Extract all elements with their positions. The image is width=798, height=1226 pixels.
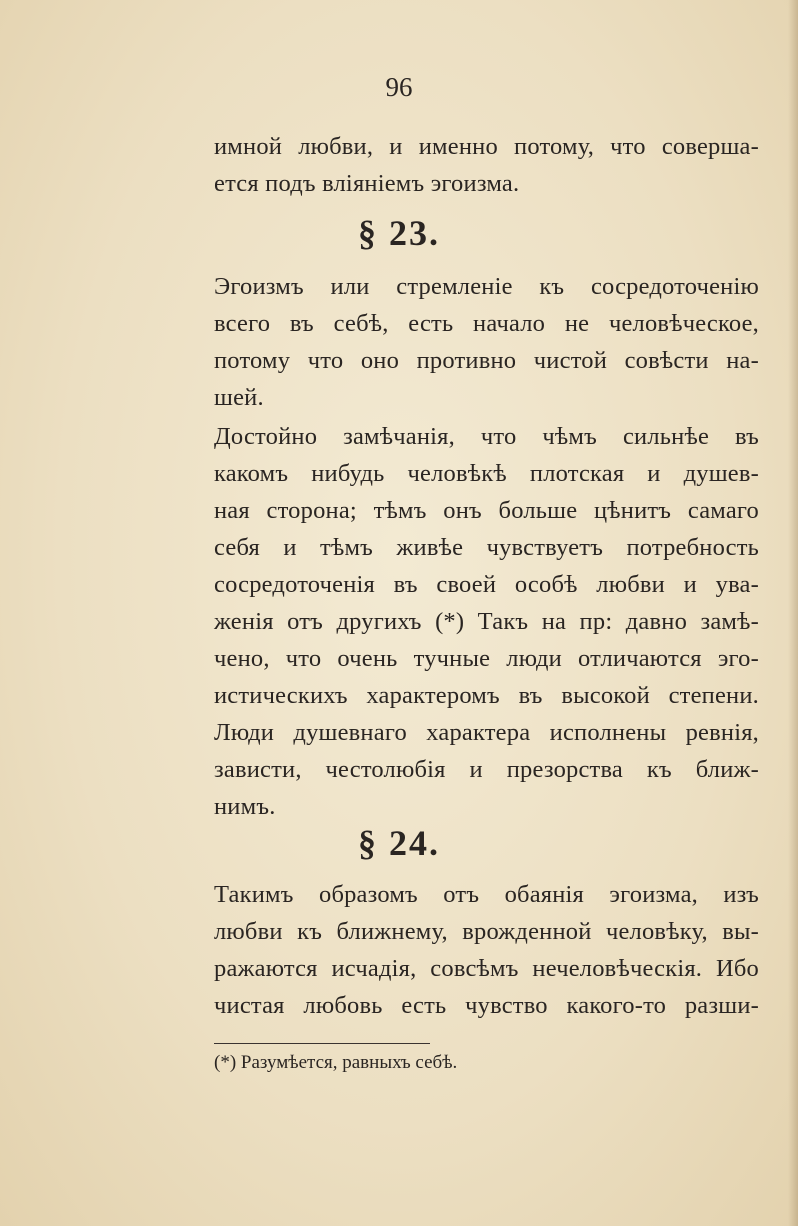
page-number: 96 xyxy=(385,72,413,102)
text-line: Люди душевнаго характера исполнены ревнія, xyxy=(214,719,759,746)
text-line: женія отъ другихъ (*) Такъ на пр: давно замѣ- xyxy=(214,608,759,635)
text-line: ражаются исчадія, совсѣмъ нечеловѣческія. Ибо xyxy=(214,955,759,982)
section-24-paragraph-1 xyxy=(214,876,759,1024)
text-line: Достойно замѣчанія, что чѣмъ сильнѣе въ xyxy=(214,423,759,450)
page-edge-shadow xyxy=(788,0,798,1226)
text-line: Эгоизмъ или стремленіе къ сосредоточенію xyxy=(214,273,759,300)
text-line: чистая любовь есть чувство какого-то разши- xyxy=(214,992,759,1019)
text-line: себя и тѣмъ живѣе чувствуетъ потребность xyxy=(214,534,759,561)
text-line: шей. xyxy=(214,384,264,411)
text-line: какомъ нибудь человѣкѣ плотская и душев- xyxy=(214,460,759,487)
text-line: ется подъ вліяніемъ эгоизма. xyxy=(214,170,520,197)
text-line: нимъ. xyxy=(214,793,276,820)
text-line: истическихъ характеромъ въ высокой степени. xyxy=(214,682,759,709)
text-line: всего въ себѣ, есть начало не человѣческое, xyxy=(214,310,759,337)
footnote: (*) Разумѣется, равныхъ себѣ. xyxy=(214,1052,458,1073)
text-line: потому что оно противно чистой совѣсти на- xyxy=(214,347,759,374)
text-line: зависти, честолюбія и презорства къ ближ- xyxy=(214,756,759,783)
text-line: Такимъ образомъ отъ обаянія эгоизма, изъ xyxy=(214,881,759,908)
section-heading-24: § 24. xyxy=(358,823,440,863)
continuation-paragraph xyxy=(214,128,759,202)
section-23-paragraph-2 xyxy=(214,418,759,825)
text-line: любви къ ближнему, врожденной человѣку, вы- xyxy=(214,918,759,945)
section-23-paragraph-1 xyxy=(214,268,759,416)
footnote-rule xyxy=(214,1043,430,1044)
text-line: чено, что очень тучные люди отличаются эго- xyxy=(214,645,759,672)
text-line: сосредоточенія въ своей особѣ любви и ува- xyxy=(214,571,759,598)
text-line: ная сторона; тѣмъ онъ больше цѣнитъ самаго xyxy=(214,497,759,524)
text-line: имной любви, и именно потому, что соверша- xyxy=(214,133,759,160)
section-heading-23: § 23. xyxy=(358,213,440,253)
